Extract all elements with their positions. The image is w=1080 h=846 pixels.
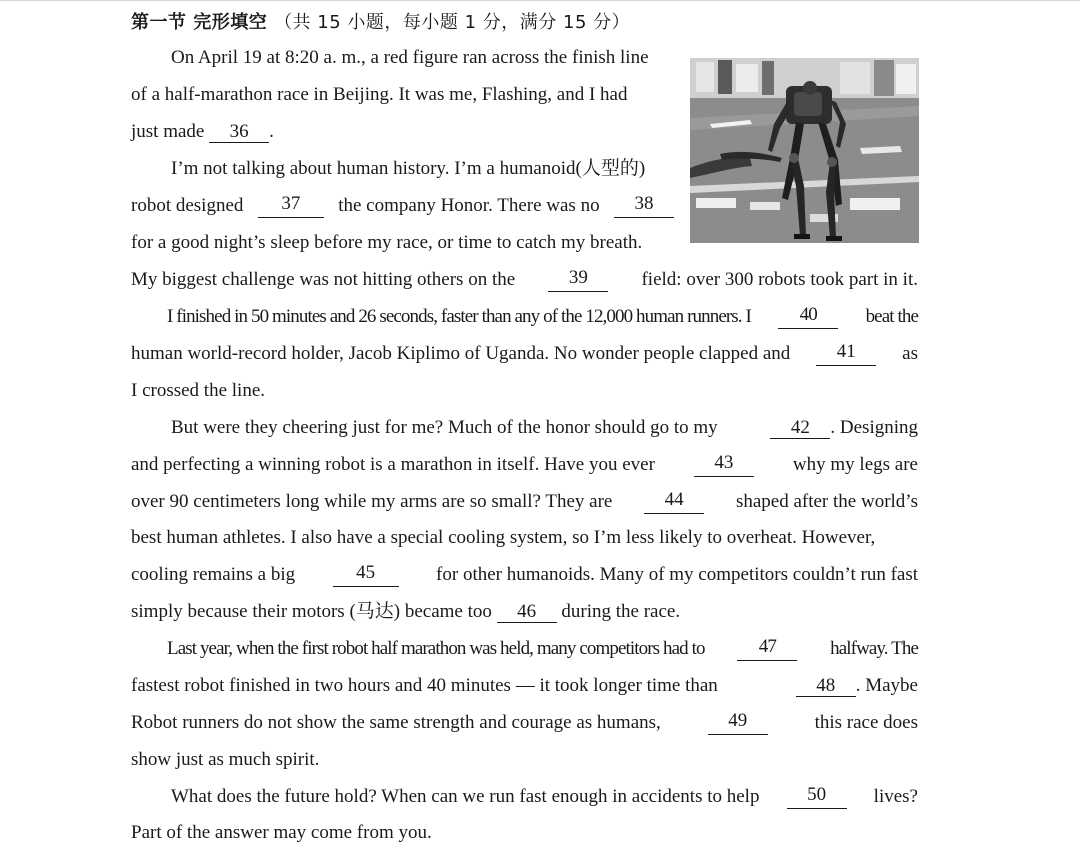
passage-line (131, 490, 918, 514)
passage-text: this race does (814, 712, 918, 733)
passage-text: shaped after the world’s (735, 491, 918, 512)
passage-line (131, 600, 680, 624)
blank-40[interactable]: 40 (778, 305, 838, 329)
passage-text: over 90 centimeters long while my arms are so small? They are (131, 491, 613, 512)
passage-text: My biggest challenge was not hitting others on the (131, 269, 516, 290)
passage-text: why my legs are (792, 454, 918, 475)
passage-line (131, 526, 918, 550)
passage-text: . Maybe (855, 675, 918, 696)
blank-49[interactable]: 49 (708, 711, 768, 735)
blank-47[interactable]: 47 (737, 637, 797, 661)
passage-text: lives? (873, 786, 918, 807)
passage-line (171, 46, 674, 70)
passage-text: simply because their motors (马达) became too (131, 601, 492, 622)
passage-text: of a half-marathon race in Beijing. It was me, Flashing, and I had (131, 84, 628, 105)
passage-text: robot designed (131, 195, 244, 216)
passage-line (171, 785, 918, 809)
passage-line (167, 637, 918, 661)
blank-41[interactable]: 41 (816, 342, 876, 366)
passage-line (131, 748, 319, 772)
passage-text: show just as much spirit. (131, 749, 320, 770)
passage-text: fastest robot finished in two hours and 40 minutes — it took longer time than (131, 675, 718, 696)
passage-text: as (902, 343, 918, 364)
passage-text: the company Honor. There was no (338, 195, 600, 216)
blank-46[interactable]: 46 (497, 602, 557, 623)
blank-36[interactable]: 36 (209, 122, 269, 143)
passage-line (131, 120, 274, 144)
passage-text: for other humanoids. Many of my competitors couldn’t run fast (436, 564, 918, 585)
passage-text: But were they cheering just for me? Much of the honor should go to my (171, 417, 718, 438)
passage-text: cooling remains a big (131, 564, 296, 585)
blank-39[interactable]: 39 (548, 268, 608, 292)
passage-line (131, 711, 918, 735)
passage-text: I finished in 50 minutes and 26 seconds, faster than any of the 12,000 human runners. I (167, 306, 751, 327)
section-title: 完形填空 (193, 12, 268, 33)
passage-line (131, 379, 265, 403)
passage-line (131, 194, 674, 218)
blank-50[interactable]: 50 (787, 785, 847, 809)
blank-38[interactable]: 38 (614, 194, 674, 218)
passage-text: What does the future hold? When can we run fast enough in accidents to help (171, 786, 760, 807)
blank-48[interactable]: 48 (796, 676, 856, 697)
passage-text: during the race. (561, 601, 681, 622)
passage-text: beat the (865, 306, 918, 327)
passage-text: . (269, 121, 274, 142)
passage-text: I crossed the line. (131, 380, 266, 401)
robot-photo (690, 58, 919, 243)
passage-text: Robot runners do not show the same strength and courage as humans, (131, 712, 661, 733)
passage-text: On April 19 at 8:20 a. m., a red figure ran across the finish line (171, 47, 649, 68)
section-note: （共 15 小题，每小题 1 分，满分 15 分） (274, 12, 631, 33)
passage-line (131, 563, 918, 587)
passage-text: . Designing (830, 417, 918, 438)
passage-line (171, 157, 674, 181)
passage-text: for a good night’s sleep before my race, or time to catch my breath. (131, 232, 643, 253)
passage-line (131, 453, 918, 477)
passage-text: just made (131, 121, 205, 142)
passage-line (167, 305, 918, 329)
passage-line (131, 674, 918, 698)
passage-line (131, 83, 674, 107)
blank-42[interactable]: 42 (770, 418, 830, 439)
passage-text: field: over 300 robots took part in it. (641, 269, 918, 290)
blank-45[interactable]: 45 (333, 563, 399, 587)
passage-text: I’m not talking about human history. I’m a humanoid(人型的) (171, 158, 646, 179)
passage-text: best human athletes. I also have a special cooling system, so I’m less likely to overheat. However, (131, 527, 876, 548)
passage-text: Part of the answer may come from you. (131, 822, 432, 843)
blank-43[interactable]: 43 (694, 453, 754, 477)
section-heading (131, 8, 630, 34)
blank-37[interactable]: 37 (258, 194, 324, 218)
passage-line (131, 231, 674, 255)
section-prefix: 第一节 (131, 12, 187, 33)
passage-text: Last year, when the first robot half marathon was held, many competitors had to (167, 638, 705, 659)
blank-44[interactable]: 44 (644, 490, 704, 514)
passage-line (131, 342, 918, 366)
passage-line (131, 821, 432, 845)
passage-line (171, 416, 918, 440)
passage-text: human world-record holder, Jacob Kiplimo of Uganda. No wonder people clapped and (131, 343, 791, 364)
passage-line (131, 268, 918, 292)
passage-text: and perfecting a winning robot is a marathon in itself. Have you ever (131, 454, 655, 475)
passage-text: halfway. The (830, 638, 918, 659)
robot-photo-image (690, 58, 919, 243)
top-divider (0, 0, 1080, 1)
